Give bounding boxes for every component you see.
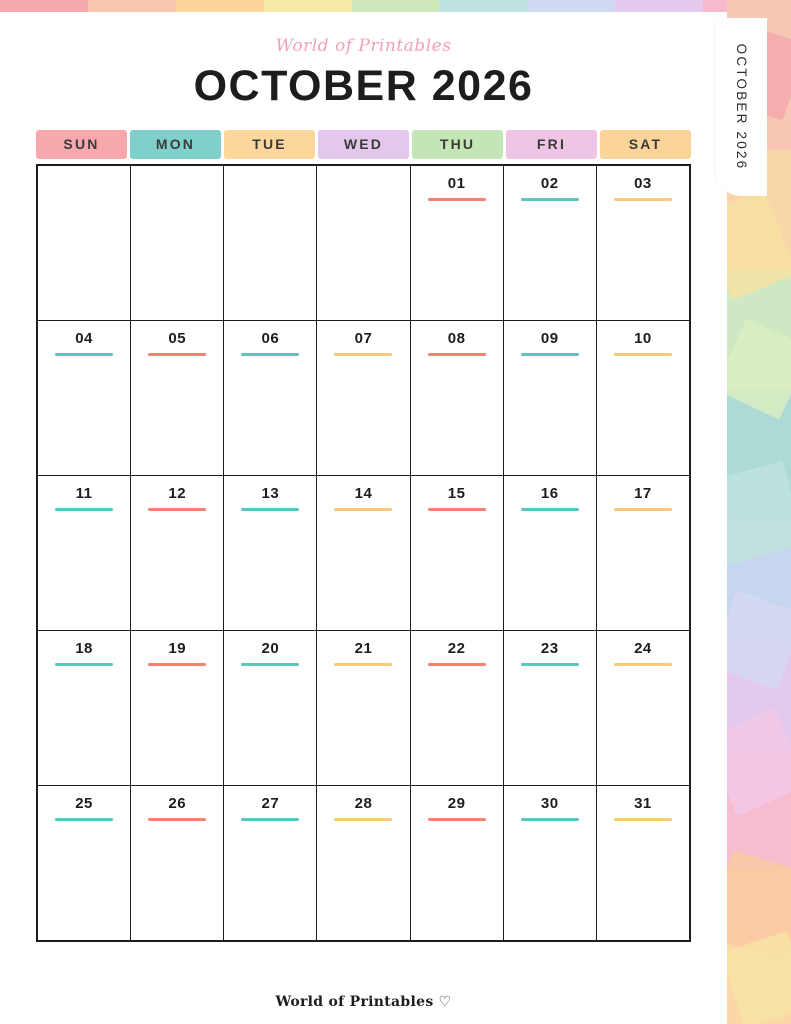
- weekday-header-wed: WED: [318, 130, 409, 159]
- day-underline: [334, 353, 392, 356]
- day-cell[interactable]: [131, 631, 224, 785]
- day-underline: [148, 353, 206, 356]
- footer-brand: World of Printables ♡: [275, 994, 452, 1010]
- day-cell[interactable]: [504, 476, 597, 630]
- day-cell[interactable]: [224, 476, 317, 630]
- weekday-header-tue: TUE: [224, 130, 315, 159]
- day-underline: [614, 818, 672, 821]
- day-underline: [521, 353, 579, 356]
- day-number: 13: [261, 485, 280, 502]
- day-number: 10: [634, 330, 652, 347]
- day-cell[interactable]: [597, 786, 689, 940]
- day-number: 07: [354, 330, 373, 347]
- day-cell[interactable]: [317, 166, 410, 320]
- day-cell[interactable]: [411, 786, 504, 940]
- strip-swatch: [264, 0, 352, 12]
- strip-swatch: [176, 0, 264, 12]
- day-underline: [521, 508, 579, 511]
- calendar-content: [0, 12, 727, 1024]
- day-underline: [428, 198, 486, 201]
- day-number: 31: [634, 795, 652, 812]
- day-number: 26: [168, 795, 187, 812]
- day-cell[interactable]: [504, 321, 597, 475]
- day-underline: [614, 198, 672, 201]
- page-title: [0, 62, 727, 111]
- day-number: 28: [354, 795, 373, 812]
- day-cell[interactable]: [317, 321, 410, 475]
- day-number: 23: [540, 640, 559, 657]
- day-underline: [148, 508, 206, 511]
- day-cell[interactable]: [317, 631, 410, 785]
- day-number: 16: [540, 485, 559, 502]
- day-number: 24: [634, 640, 652, 657]
- day-cell[interactable]: [504, 631, 597, 785]
- day-cell[interactable]: [504, 166, 597, 320]
- strip-swatch: [615, 0, 703, 12]
- month-side-tab: [715, 18, 767, 196]
- day-number: 14: [354, 485, 373, 502]
- strip-swatch: [88, 0, 176, 12]
- day-underline: [428, 508, 486, 511]
- panel-facet: [727, 461, 791, 565]
- side-tab-label: OCTOBER 2026: [734, 43, 749, 171]
- month-label: OCTOBER: [193, 62, 419, 110]
- day-underline: [241, 353, 299, 356]
- day-number: 17: [634, 485, 652, 502]
- brand-script-title: World of Printables: [275, 36, 452, 56]
- day-cell[interactable]: [38, 631, 131, 785]
- day-underline: [148, 663, 206, 666]
- day-number: 09: [540, 330, 559, 347]
- day-cell[interactable]: [411, 321, 504, 475]
- strip-swatch: [439, 0, 527, 12]
- day-number: 18: [75, 640, 93, 657]
- day-cell[interactable]: [224, 166, 317, 320]
- day-cell[interactable]: [38, 321, 131, 475]
- day-cell[interactable]: [597, 166, 689, 320]
- calendar-week-row: [38, 321, 689, 476]
- day-underline: [334, 663, 392, 666]
- day-cell[interactable]: [597, 321, 689, 475]
- day-underline: [148, 818, 206, 821]
- calendar-week-row: [38, 786, 689, 940]
- day-number: 08: [447, 330, 466, 347]
- day-cell[interactable]: [224, 631, 317, 785]
- day-underline: [428, 353, 486, 356]
- day-underline: [521, 818, 579, 821]
- strip-swatch: [0, 0, 88, 12]
- day-cell[interactable]: [504, 786, 597, 940]
- day-number: 02: [540, 175, 559, 192]
- day-number: 12: [168, 485, 187, 502]
- day-underline: [334, 818, 392, 821]
- day-underline: [614, 663, 672, 666]
- day-number: 03: [634, 175, 652, 192]
- day-underline: [614, 508, 672, 511]
- day-underline: [241, 663, 299, 666]
- weekday-header-sun: SUN: [36, 130, 127, 159]
- strip-swatch: [527, 0, 615, 12]
- day-underline: [521, 663, 579, 666]
- day-cell[interactable]: [38, 476, 131, 630]
- day-number: 05: [168, 330, 187, 347]
- day-cell[interactable]: [597, 631, 689, 785]
- calendar-week-row: [38, 166, 689, 321]
- day-number: 22: [447, 640, 466, 657]
- day-underline: [55, 353, 113, 356]
- calendar-grid: [36, 164, 691, 942]
- day-cell[interactable]: [131, 321, 224, 475]
- weekday-header-thu: THU: [412, 130, 503, 159]
- day-cell[interactable]: [38, 786, 131, 940]
- calendar-grid-wrapper: [36, 130, 691, 942]
- day-cell[interactable]: [411, 631, 504, 785]
- day-cell[interactable]: [224, 786, 317, 940]
- day-cell[interactable]: [131, 476, 224, 630]
- top-decorative-strip: [0, 0, 791, 12]
- day-cell[interactable]: [317, 476, 410, 630]
- day-underline: [55, 818, 113, 821]
- day-number: 01: [447, 175, 466, 192]
- day-number: 11: [75, 485, 93, 502]
- day-underline: [614, 353, 672, 356]
- day-underline: [55, 663, 113, 666]
- day-underline: [428, 663, 486, 666]
- day-underline: [521, 198, 579, 201]
- day-number: 19: [168, 640, 187, 657]
- weekday-header-mon: MON: [130, 130, 221, 159]
- day-number: 25: [75, 795, 93, 812]
- day-number: 30: [540, 795, 559, 812]
- day-cell[interactable]: [224, 321, 317, 475]
- day-number: 04: [75, 330, 93, 347]
- weekday-header-sat: SAT: [600, 130, 691, 159]
- day-number: 20: [261, 640, 280, 657]
- day-number: 27: [261, 795, 280, 812]
- year-label: 2026: [431, 62, 534, 110]
- day-cell[interactable]: [38, 166, 131, 320]
- day-number: 29: [447, 795, 466, 812]
- day-cell[interactable]: [411, 166, 504, 320]
- day-cell[interactable]: [317, 786, 410, 940]
- day-underline: [241, 818, 299, 821]
- day-number: 15: [447, 485, 466, 502]
- day-cell[interactable]: [131, 786, 224, 940]
- weekday-header-fri: FRI: [506, 130, 597, 159]
- day-number: 21: [354, 640, 373, 657]
- day-underline: [334, 508, 392, 511]
- day-cell[interactable]: [597, 476, 689, 630]
- strip-swatch: [352, 0, 440, 12]
- day-underline: [55, 508, 113, 511]
- day-underline: [241, 508, 299, 511]
- day-cell[interactable]: [131, 166, 224, 320]
- day-underline: [428, 818, 486, 821]
- weekday-header-row: [36, 130, 691, 159]
- calendar-week-row: [38, 476, 689, 631]
- day-number: 06: [261, 330, 280, 347]
- day-cell[interactable]: [411, 476, 504, 630]
- calendar-week-row: [38, 631, 689, 786]
